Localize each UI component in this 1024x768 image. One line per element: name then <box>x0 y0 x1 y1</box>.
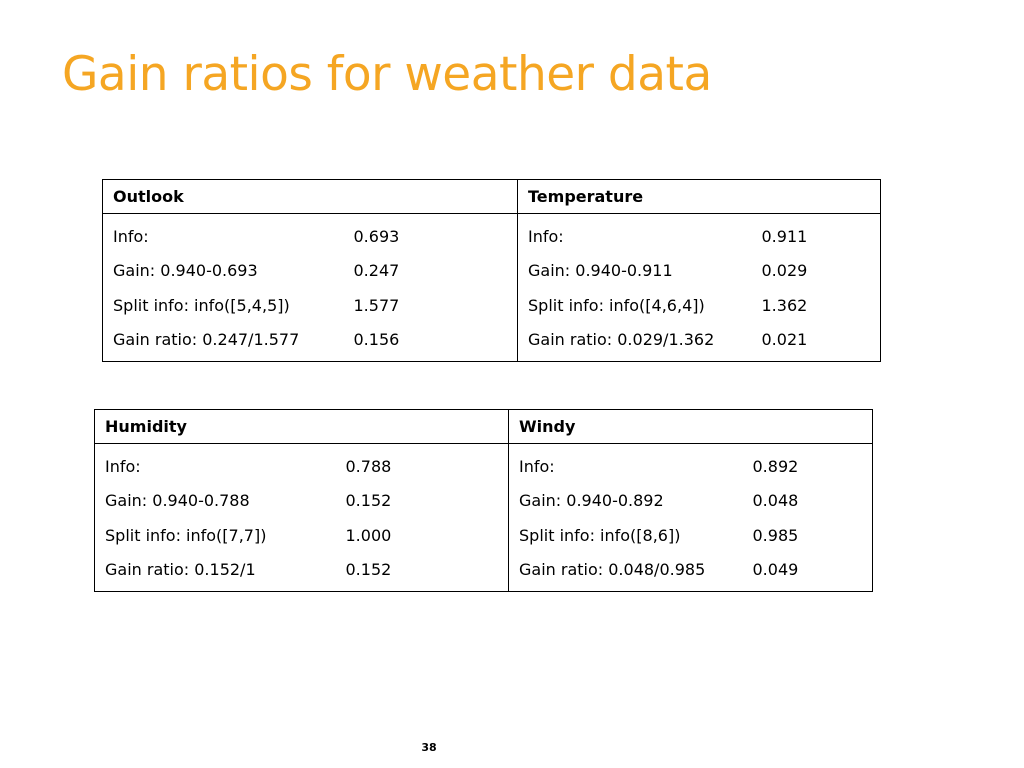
split-info-row <box>105 519 508 553</box>
gain-row <box>113 254 517 288</box>
gain-value: 0.247 <box>353 261 400 281</box>
info-value: 0.693 <box>353 227 400 246</box>
split-info-row <box>519 519 872 553</box>
info-label: Info: <box>528 227 564 246</box>
gain-table-outlook-temperature <box>102 179 881 362</box>
table-header-row <box>103 180 881 214</box>
gain-label: Gain: 0.940-0.788 <box>105 491 250 511</box>
table-body-row <box>95 444 873 592</box>
split-info-value: 1.362 <box>761 295 808 315</box>
gain-ratio-label: Gain ratio: 0.247/1.577 <box>113 329 300 349</box>
info-row <box>113 220 517 254</box>
split-info-label: Split info: info([8,6]) <box>519 525 681 545</box>
info-value: 0.911 <box>761 227 808 246</box>
gain-row <box>519 484 872 518</box>
split-info-row <box>113 289 517 323</box>
table-header-row <box>95 410 873 444</box>
attribute-header-outlook: Outlook <box>103 180 518 214</box>
info-row <box>519 450 872 484</box>
gain-ratio-value: 0.152 <box>345 559 392 579</box>
gain-value: 0.029 <box>761 261 808 281</box>
page-number: 38 <box>421 741 437 754</box>
gain-ratio-value: 0.049 <box>752 559 799 579</box>
info-row <box>105 450 508 484</box>
gain-table-humidity-windy <box>94 409 873 592</box>
split-info-label: Split info: info([7,7]) <box>105 525 267 545</box>
gain-ratio-label: Gain ratio: 0.152/1 <box>105 559 256 579</box>
gain-label: Gain: 0.940-0.911 <box>528 261 673 281</box>
attribute-header-humidity: Humidity <box>95 410 509 444</box>
gain-ratio-row <box>528 323 880 357</box>
gain-ratio-label: Gain ratio: 0.029/1.362 <box>528 329 715 349</box>
gain-ratio-row <box>105 553 508 587</box>
slide-title: Gain ratios for weather data <box>62 47 712 102</box>
gain-row <box>105 484 508 518</box>
gain-ratio-value: 0.156 <box>353 329 400 349</box>
info-label: Info: <box>519 457 555 476</box>
info-label: Info: <box>105 457 141 476</box>
split-info-value: 0.985 <box>752 525 799 545</box>
gain-value: 0.048 <box>752 491 799 511</box>
info-value: 0.892 <box>752 457 799 476</box>
gain-ratio-row <box>519 553 872 587</box>
info-row <box>528 220 880 254</box>
gain-row <box>528 254 880 288</box>
gain-label: Gain: 0.940-0.693 <box>113 261 258 281</box>
attribute-cell-windy <box>509 444 873 592</box>
gain-ratio-row <box>113 323 517 357</box>
info-value: 0.788 <box>345 457 392 476</box>
split-info-value: 1.577 <box>353 295 400 315</box>
gain-ratio-label: Gain ratio: 0.048/0.985 <box>519 559 706 579</box>
info-label: Info: <box>113 227 149 246</box>
attribute-header-windy: Windy <box>509 410 873 444</box>
gain-ratio-value: 0.021 <box>761 329 808 349</box>
gain-label: Gain: 0.940-0.892 <box>519 491 664 511</box>
table-body-row <box>103 214 881 362</box>
split-info-value: 1.000 <box>345 525 392 545</box>
attribute-cell-humidity <box>95 444 509 592</box>
attribute-header-temperature: Temperature <box>518 180 881 214</box>
attribute-cell-temperature <box>518 214 881 362</box>
split-info-row <box>528 289 880 323</box>
gain-value: 0.152 <box>345 491 392 511</box>
split-info-label: Split info: info([4,6,4]) <box>528 295 705 315</box>
split-info-label: Split info: info([5,4,5]) <box>113 295 290 315</box>
attribute-cell-outlook <box>103 214 518 362</box>
